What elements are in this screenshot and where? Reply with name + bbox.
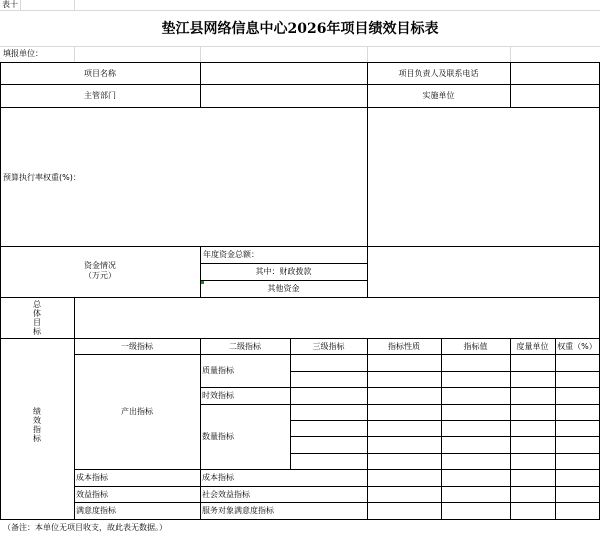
header-unit: 度量单位 bbox=[516, 341, 549, 351]
gridline bbox=[0, 10, 600, 11]
table-border-bottom bbox=[0, 519, 600, 520]
header-level3: 三级指标 bbox=[312, 341, 345, 351]
gridline bbox=[367, 46, 368, 62]
row-line bbox=[200, 404, 600, 405]
department-label: 主管部门 bbox=[84, 91, 116, 100]
row-line bbox=[0, 246, 600, 247]
gridline bbox=[74, 0, 75, 10]
row-line bbox=[200, 387, 600, 388]
project-name-label: 项目名称 bbox=[84, 68, 116, 78]
gridline bbox=[74, 46, 75, 62]
header-level1: 一级指标 bbox=[121, 341, 153, 351]
level2-cost: 成本指标 bbox=[202, 473, 234, 482]
level1-output: 产出指标 bbox=[121, 407, 153, 416]
level2-quantity: 数量指标 bbox=[202, 432, 234, 441]
row-line bbox=[0, 107, 600, 108]
fiscal-funds-label: 其中：财政拨款 bbox=[255, 267, 312, 276]
level1-satisfaction: 满意度指标 bbox=[76, 506, 116, 515]
level2-service: 服务对象满意度指标 bbox=[202, 506, 274, 515]
page-title: 垫江县网络信息中心2026年项目绩效目标表 bbox=[161, 21, 439, 37]
gridline bbox=[510, 46, 511, 62]
row-line bbox=[0, 297, 600, 298]
row-line bbox=[290, 436, 600, 437]
level2-quality: 质量指标 bbox=[202, 366, 234, 375]
level2-social: 社会效益指标 bbox=[202, 489, 250, 499]
performance-indicator-label: 绩效指标 bbox=[33, 407, 41, 443]
budget-weight-label: 预算执行率权重(%)： bbox=[3, 173, 81, 182]
footnote: （备注：本单位无项目收支，故此表无数据。） bbox=[3, 523, 167, 532]
col-line bbox=[200, 338, 201, 519]
col-line bbox=[290, 338, 291, 469]
level1-cost: 成本指标 bbox=[76, 473, 108, 482]
col-line bbox=[367, 338, 368, 519]
row-line bbox=[290, 420, 600, 421]
gridline bbox=[200, 46, 201, 62]
level1-benefit: 效益指标 bbox=[76, 489, 108, 499]
level2-timeliness: 时效指标 bbox=[202, 391, 234, 400]
row-line bbox=[74, 486, 600, 487]
implementing-unit-label: 实施单位 bbox=[422, 91, 455, 100]
gridline bbox=[20, 0, 21, 10]
table-border-left bbox=[0, 62, 1, 519]
funds-unit-label: （万元） bbox=[84, 271, 116, 280]
row-line bbox=[74, 469, 600, 470]
col-line bbox=[510, 338, 511, 519]
sheet-label: 表十 bbox=[2, 0, 18, 9]
row-line bbox=[74, 502, 600, 503]
col-line bbox=[555, 338, 556, 519]
cell-comment-marker bbox=[201, 281, 204, 284]
header-level2: 二级指标 bbox=[229, 341, 261, 351]
row-line bbox=[290, 371, 600, 372]
col-line bbox=[510, 62, 511, 107]
owner-contact-label: 项目负责人及联系电话 bbox=[398, 68, 479, 78]
header-weight: 权重（%） bbox=[557, 341, 597, 351]
annual-total-label: 年度资金总额： bbox=[203, 250, 259, 259]
header-value: 指标值 bbox=[463, 341, 488, 351]
reporting-unit-label: 填报单位： bbox=[3, 49, 43, 58]
overall-target-label: 总体目标 bbox=[33, 300, 41, 336]
col-line bbox=[200, 62, 201, 107]
header-nature: 指标性质 bbox=[388, 341, 420, 351]
funds-label: 资金情况 bbox=[84, 261, 116, 270]
row-line bbox=[290, 453, 600, 454]
other-funds-label: 其他资金 bbox=[267, 284, 300, 293]
col-line bbox=[441, 338, 442, 519]
